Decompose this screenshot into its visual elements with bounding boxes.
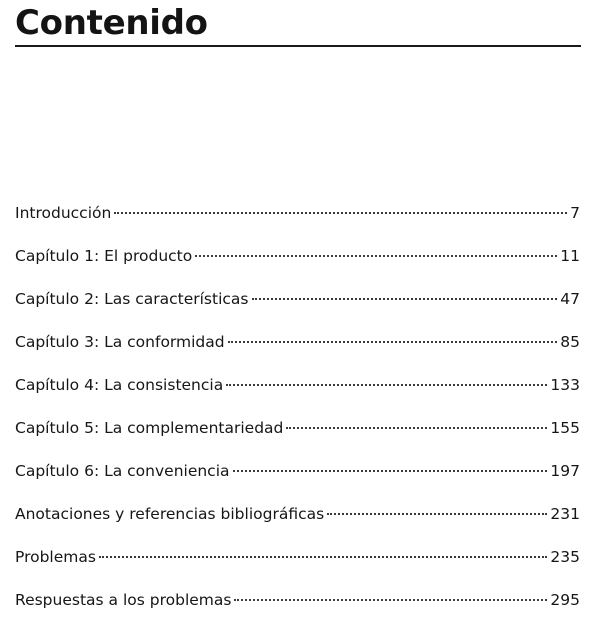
dot-leader — [195, 255, 557, 257]
toc-entry-title: Capítulo 6: La conveniencia — [15, 462, 230, 480]
toc-entry-capitulo-6[interactable] — [15, 458, 580, 501]
dot-leader — [286, 427, 547, 429]
toc-entry-respuestas[interactable] — [15, 587, 580, 630]
toc-entry-capitulo-4[interactable] — [15, 372, 580, 415]
toc-entry-title: Introducción — [15, 204, 112, 222]
dot-leader — [234, 599, 547, 601]
toc-entry-title: Capítulo 3: La conformidad — [15, 333, 225, 351]
toc-entry-title: Capítulo 5: La complementariedad — [15, 419, 284, 437]
table-of-contents — [15, 200, 580, 630]
dot-leader — [226, 384, 547, 386]
dot-leader — [327, 513, 547, 515]
toc-entry-page: 133 — [550, 376, 580, 394]
toc-entry-problemas[interactable] — [15, 544, 580, 587]
page-title: Contenido — [15, 3, 208, 43]
toc-entry-capitulo-2[interactable] — [15, 286, 580, 329]
toc-entry-page: 11 — [560, 247, 580, 265]
toc-entry-page: 85 — [560, 333, 580, 351]
toc-entry-capitulo-5[interactable] — [15, 415, 580, 458]
toc-entry-introduccion[interactable] — [15, 200, 580, 243]
dot-leader — [252, 298, 558, 300]
title-underline — [15, 45, 581, 47]
toc-entry-capitulo-3[interactable] — [15, 329, 580, 372]
toc-entry-page: 197 — [550, 462, 580, 480]
dot-leader — [233, 470, 548, 472]
toc-entry-title: Capítulo 2: Las características — [15, 290, 249, 308]
toc-entry-page: 47 — [560, 290, 580, 308]
toc-entry-page: 231 — [550, 505, 580, 523]
toc-entry-page: 7 — [570, 204, 580, 222]
toc-entry-anotaciones[interactable] — [15, 501, 580, 544]
toc-entry-title: Capítulo 4: La consistencia — [15, 376, 224, 394]
toc-entry-page: 235 — [550, 548, 580, 566]
dot-leader — [99, 556, 547, 558]
dot-leader — [228, 341, 558, 343]
toc-entry-title: Capítulo 1: El producto — [15, 247, 193, 265]
toc-entry-title: Respuestas a los problemas — [15, 591, 232, 609]
toc-entry-page: 295 — [550, 591, 580, 609]
toc-entry-title: Problemas — [15, 548, 96, 566]
dot-leader — [114, 212, 567, 214]
toc-entry-title: Anotaciones y referencias bibliográficas — [15, 505, 325, 523]
toc-entry-page: 155 — [550, 419, 580, 437]
toc-entry-capitulo-1[interactable] — [15, 243, 580, 286]
